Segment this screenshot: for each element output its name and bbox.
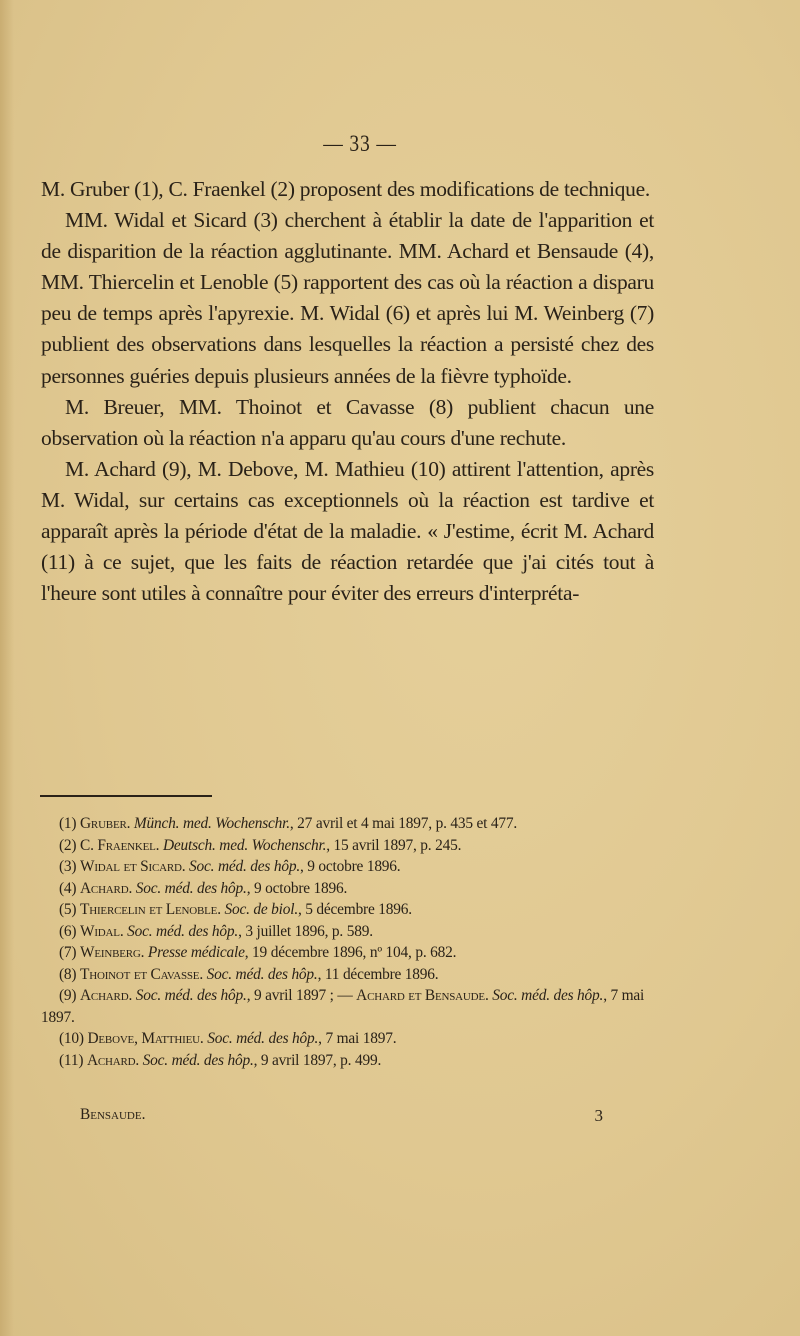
footnote-details: , 9 avril 1897, p. 499. [253,1051,382,1069]
footnote-separator [40,795,212,797]
footnote-number: (8) [59,965,77,983]
body-text [41,174,654,609]
footnote-number: (6) [59,922,77,940]
footnote-8: (8) Thoinot et Cavasse. Soc. méd. des hôp., 11 décembre 1896. [59,965,439,983]
footnote-details: , 3 juillet 1896, p. 589. [238,922,373,940]
page-edge-shadow [0,0,14,1336]
footnote-source: Soc. méd. des hôp. [207,1030,319,1047]
footnote-number: (11) [59,1051,84,1069]
footnote-author: Achard [86,1051,136,1069]
footnote-number: (10) [59,1030,84,1047]
footnote-author: Thoinot et Cavasse [80,965,200,983]
footnote-author: Thiercelin et Lenoble [80,901,218,918]
footnote-source: Soc. de biol. [224,901,298,918]
sheet-number: 3 [594,1106,603,1125]
footnote-1: (1) Gruber. Münch. med. Wochenschr., 27 avril et 4 mai 1897, p. 435 et 477. [59,815,517,832]
footnote-source: Soc. méd. des hôp. [142,1051,254,1069]
footnote-author: Widal et Sicard [80,858,182,875]
footnote-details: , 9 octobre 1896. [299,858,401,875]
footnote-author-2: Achard et Bensaude [356,987,485,1004]
footnote-number: (5) [59,901,77,918]
footnote-6: (6) Widal. Soc. méd. des hôp., 3 juillet 1896, p. 589. [59,922,373,940]
footnote-author: Achard [80,879,129,897]
paragraph: M. Achard (9), M. Debove, M. Mathieu (10) attirent l'attention, après M. Widal, sur certains cas exceptionnels où la réaction est tardive et apparaît après la période d'état de la maladie. « J'estime, écrit M. Achard (11) à ce sujet, que les faits de réaction retardée que j'ai cités tout à l'heure sont utiles à connaître pour éviter des erreurs d'interpréta- [41,456,654,606]
footnotes [41,813,654,1071]
footnote-author: C. Fraenkel [80,836,156,854]
footnote-source: Soc. méd. des hôp. [135,879,247,897]
footnote-author: Gruber [80,815,127,832]
footnote-details: , 7 mai 1897. [318,1030,397,1047]
footnote-9: (9) Achard. Soc. méd. des hôp., 9 avril 1897 ; — Achard et Bensaude. Soc. méd. des hôp., 7 mai 1897. [41,987,645,1026]
signature-author: Bensaude. [80,1106,146,1123]
footnote-source: Münch. med. Wochenschr. [133,815,290,832]
footnote-11: (11) Achard. Soc. méd. des hôp., 9 avril 1897, p. 499. [59,1051,382,1069]
footnote-author: Weinberg [80,944,141,961]
footnote-author: Debove, Matthieu [87,1030,200,1047]
footnote-number: (3) [59,858,77,875]
footnote-details: , 27 avril et 4 mai 1897, p. 435 et 477. [289,815,517,832]
footnote-4: (4) Achard. Soc. méd. des hôp., 9 octobre 1896. [59,879,348,897]
footnote-details: , 19 décembre 1896, nº 104, p. 682. [244,944,457,961]
footnote-source: Deutsch. med. Wochenschr. [162,836,327,854]
footnote-number: (4) [59,879,77,897]
footnote-source-2: Soc. méd. des hôp. [492,987,604,1004]
footnote-source: Presse médicale [147,944,245,961]
footnote-number: (9) [59,987,77,1004]
footnote-source: Soc. méd. des hôp. [206,965,318,983]
footnote-10: (10) Debove, Matthieu. Soc. méd. des hôp., 7 mai 1897. [59,1030,397,1047]
footnote-details-2: , 7 mai 1897. [41,987,645,1026]
footnote-source: Soc. méd. des hôp. [135,987,247,1004]
footnote-number: (1) [59,815,77,832]
paragraph: MM. Widal et Sicard (3) cherchent à établir la date de l'apparition et de disparition de la réaction agglutinante. MM. Achard et Bensaude (4), MM. Thiercelin et Lenoble (5) rapportent des cas où la réaction a disparu peu de temps après l'apyrexie. M. Widal (6) et après lui M. Weinberg (7) publient des observations dans lesquelles la réaction a persisté chez des personnes guéries depuis plusieurs années de la fièvre typhoïde. [41,208,654,388]
footnote-author: Achard [80,987,129,1004]
footnote-details: , 5 décembre 1896. [297,901,412,918]
footnote-details: , 9 avril 1897 ; — [246,987,357,1004]
footnote-details: , 11 décembre 1896. [317,965,439,983]
footnote-details: , 9 octobre 1896. [246,879,348,897]
footnote-number: (7) [59,944,77,961]
paragraph: M. Gruber (1), C. Fraenkel (2) proposent des modifications de technique. [41,177,650,201]
footnote-number: (2) [59,836,77,854]
signature-line [80,1106,660,1126]
footnote-5: (5) Thiercelin et Lenoble. Soc. de biol., 5 décembre 1896. [59,901,412,918]
footnote-details: , 15 avril 1897, p. 245. [326,836,462,854]
footnote-3: (3) Widal et Sicard. Soc. méd. des hôp., 9 octobre 1896. [59,858,401,875]
page-number: — 33 — [323,131,397,156]
footnote-source: Soc. méd. des hôp. [127,922,239,940]
footnote-source: Soc. méd. des hôp. [189,858,300,875]
paragraph: M. Breuer, MM. Thoinot et Cavasse (8) publient chacun une observation où la réaction n'a apparu qu'au cours d'une rechute. [41,394,654,450]
footnote-author: Widal [80,922,120,940]
footnote-2: (2) C. Fraenkel. Deutsch. med. Wochenschr., 15 avril 1897, p. 245. [59,836,462,854]
footnote-7: (7) Weinberg. Presse médicale, 19 décembre 1896, nº 104, p. 682. [59,944,457,961]
